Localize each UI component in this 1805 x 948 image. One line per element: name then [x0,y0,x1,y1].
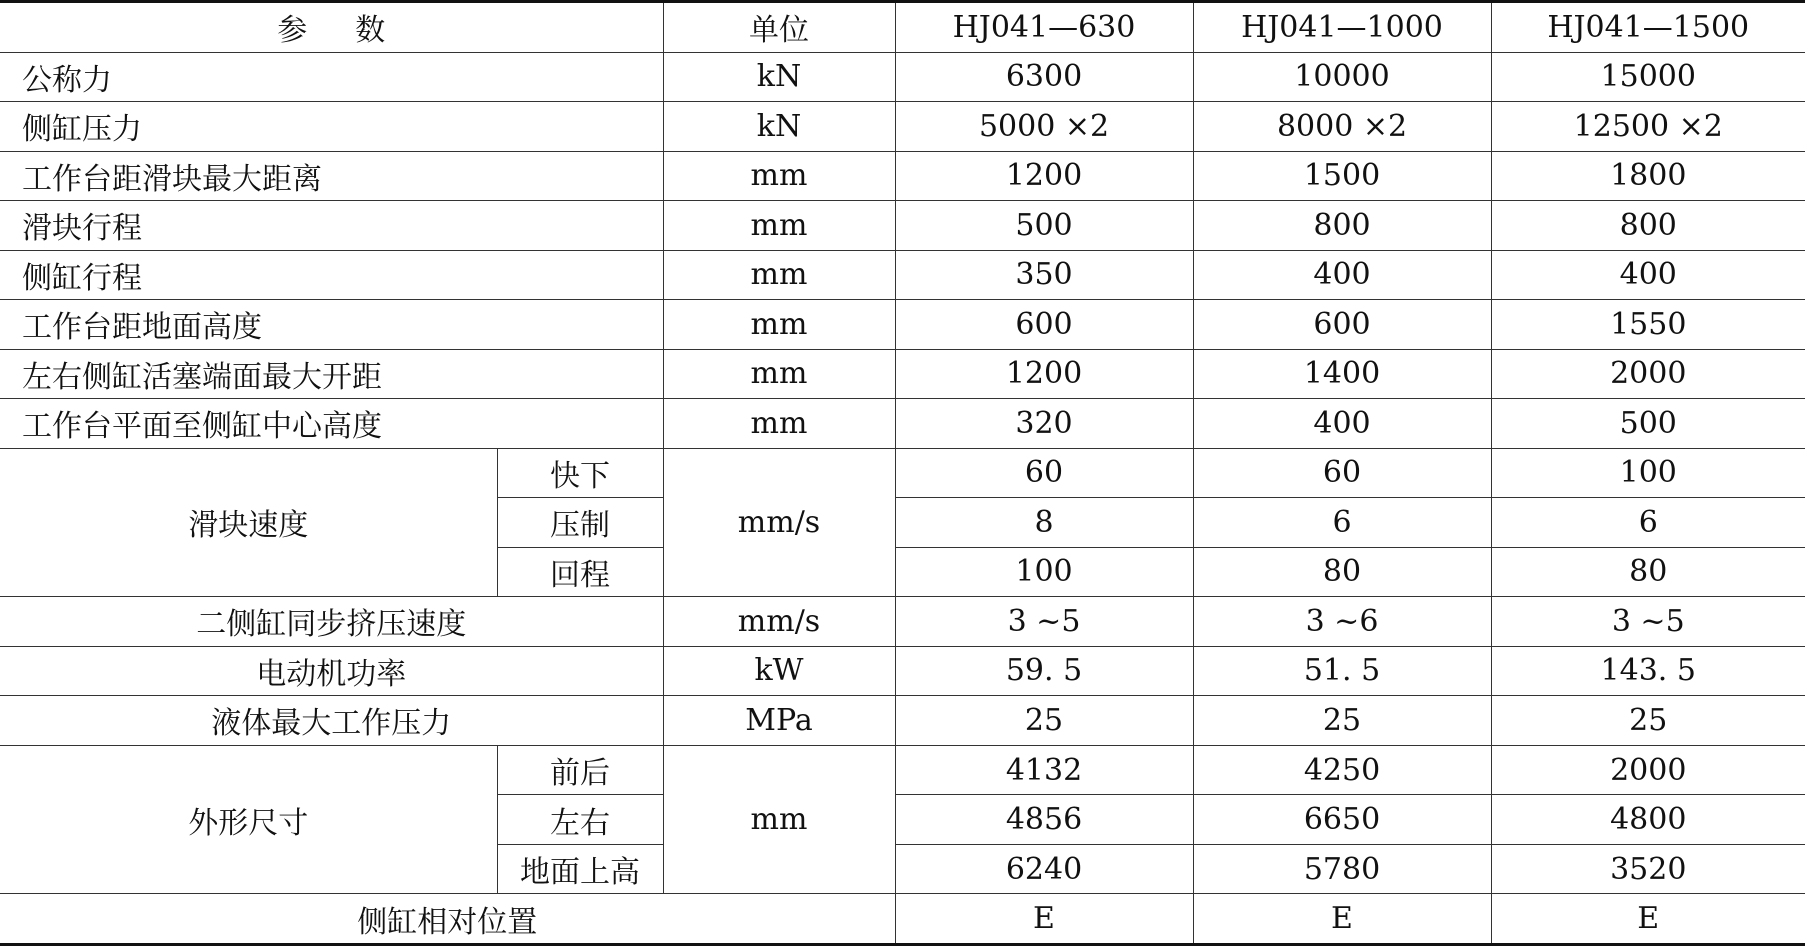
value-cell: 6240 [895,844,1193,894]
table-row [0,250,1805,300]
value-cell: 25 [1491,696,1805,746]
param-name: 左右侧缸活塞端面最大开距 [0,349,663,399]
param-unit: kW [663,646,895,696]
param-unit: mm [663,399,895,449]
table-row [0,448,1805,498]
table-row [0,102,1805,152]
value-cell: 25 [895,696,1193,746]
value-cell: 25 [1193,696,1491,746]
table-row [0,151,1805,201]
header-model-1: HJ041—630 [895,2,1193,53]
param-unit: mm [663,300,895,350]
value-cell: 500 [895,201,1193,251]
value-cell: 800 [1193,201,1491,251]
sub-param-label: 地面上高 [497,844,663,894]
value-cell: 143. 5 [1491,646,1805,696]
table-row [0,696,1805,746]
value-cell: 400 [1193,250,1491,300]
param-name: 工作台距滑块最大距离 [0,151,663,201]
param-name: 工作台平面至侧缸中心高度 [0,399,663,449]
param-name: 公称力 [0,52,663,102]
sub-param-label: 左右 [497,795,663,845]
value-cell: 60 [895,448,1193,498]
value-cell: 2000 [1491,349,1805,399]
param-unit: mm [663,201,895,251]
param-name: 侧缸行程 [0,250,663,300]
slider-speed-unit: mm/s [663,448,895,597]
value-cell: 1550 [1491,300,1805,350]
value-cell: 600 [1193,300,1491,350]
value-cell: 4856 [895,795,1193,845]
value-cell: 3 ~5 [895,597,1193,647]
table-row [0,646,1805,696]
value-cell: 350 [895,250,1193,300]
value-cell: 80 [1193,547,1491,597]
table-row [0,399,1805,449]
param-unit: mm [663,151,895,201]
param-name: 工作台距地面高度 [0,300,663,350]
value-cell: 3 ~6 [1193,597,1491,647]
table-row [0,300,1805,350]
slider-speed-label: 滑块速度 [0,448,497,597]
value-cell: 5000 ×2 [895,102,1193,152]
dimensions-label: 外形尺寸 [0,745,497,894]
header-row [0,2,1805,53]
param-unit: MPa [663,696,895,746]
value-cell: 320 [895,399,1193,449]
value-cell: 100 [1491,448,1805,498]
header-param: 参数 [0,2,663,53]
param-unit: kN [663,52,895,102]
value-cell: 1800 [1491,151,1805,201]
header-model-2: HJ041—1000 [1193,2,1491,53]
value-cell: 6 [1491,498,1805,548]
value-cell: 6650 [1193,795,1491,845]
value-cell: E [1491,894,1805,945]
sub-param-label: 前后 [497,745,663,795]
value-cell: 59. 5 [895,646,1193,696]
value-cell: 6300 [895,52,1193,102]
value-cell: 15000 [1491,52,1805,102]
value-cell: E [895,894,1193,945]
param-name: 侧缸相对位置 [0,894,895,945]
value-cell: 4132 [895,745,1193,795]
dimensions-unit: mm [663,745,895,894]
table-row [0,349,1805,399]
value-cell: 1200 [895,151,1193,201]
table-row [0,201,1805,251]
param-name: 二侧缸同步挤压速度 [0,597,663,647]
value-cell: 12500 ×2 [1491,102,1805,152]
value-cell: 3 ~5 [1491,597,1805,647]
value-cell: 4800 [1491,795,1805,845]
param-name: 侧缸压力 [0,102,663,152]
sub-param-label: 快下 [497,448,663,498]
value-cell: 100 [895,547,1193,597]
value-cell: 60 [1193,448,1491,498]
param-unit: mm [663,250,895,300]
value-cell: 4250 [1193,745,1491,795]
value-cell: 600 [895,300,1193,350]
value-cell: 8000 ×2 [1193,102,1491,152]
value-cell: 500 [1491,399,1805,449]
param-name: 滑块行程 [0,201,663,251]
value-cell: 1200 [895,349,1193,399]
param-unit: kN [663,102,895,152]
value-cell: 6 [1193,498,1491,548]
value-cell: 400 [1491,250,1805,300]
value-cell: 2000 [1491,745,1805,795]
value-cell: E [1193,894,1491,945]
value-cell: 5780 [1193,844,1491,894]
param-name: 电动机功率 [0,646,663,696]
sub-param-label: 回程 [497,547,663,597]
value-cell: 51. 5 [1193,646,1491,696]
value-cell: 8 [895,498,1193,548]
value-cell: 80 [1491,547,1805,597]
value-cell: 1500 [1193,151,1491,201]
header-unit: 单位 [663,2,895,53]
header-model-3: HJ041—1500 [1491,2,1805,53]
table-row [0,597,1805,647]
param-name: 液体最大工作压力 [0,696,663,746]
table-row [0,52,1805,102]
table-row [0,894,1805,945]
param-unit: mm [663,349,895,399]
sub-param-label: 压制 [497,498,663,548]
value-cell: 400 [1193,399,1491,449]
value-cell: 3520 [1491,844,1805,894]
value-cell: 10000 [1193,52,1491,102]
param-unit: mm/s [663,597,895,647]
table-row [0,745,1805,795]
value-cell: 1400 [1193,349,1491,399]
value-cell: 800 [1491,201,1805,251]
